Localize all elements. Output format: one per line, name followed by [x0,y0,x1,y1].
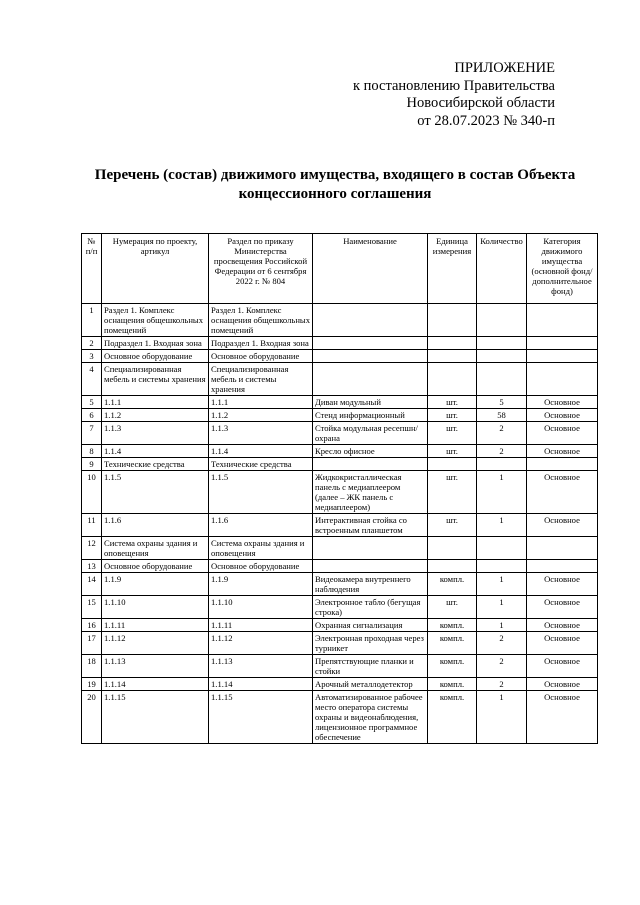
cell-number: 7 [82,422,102,445]
cell-number: 1 [82,304,102,337]
cell-order-section: Основное оборудование [209,350,313,363]
document-title [70,166,600,204]
cell-order-section: 1.1.12 [209,632,313,655]
cell-category [527,304,598,337]
cell-name [313,458,428,471]
cell-number: 3 [82,350,102,363]
cell-article: 1.1.1 [102,396,209,409]
cell-quantity: 1 [477,596,527,619]
cell-unit [428,458,477,471]
cell-order-section: Подраздел 1. Входная зона [209,337,313,350]
cell-name: Электронная проходная через турникет [313,632,428,655]
header-quantity: Количество [477,234,527,304]
cell-order-section: 1.1.10 [209,596,313,619]
cell-name [313,363,428,396]
cell-article: 1.1.11 [102,619,209,632]
cell-quantity: 1 [477,573,527,596]
cell-article: 1.1.15 [102,691,209,744]
table-row [82,396,598,409]
cell-article: 1.1.5 [102,471,209,514]
cell-name [313,304,428,337]
appendix-line: к постановлению Правительства [353,77,555,94]
cell-order-section: 1.1.15 [209,691,313,744]
appendix-block [295,60,555,130]
cell-quantity [477,458,527,471]
table-row [82,560,598,573]
header-article: Нумерация по проекту, артикул [102,234,209,304]
cell-article: 1.1.6 [102,514,209,537]
cell-unit: шт. [428,514,477,537]
cell-article: Технические средства [102,458,209,471]
cell-name: Препятствующие планки и стойки [313,655,428,678]
cell-category [527,537,598,560]
cell-unit: шт. [428,596,477,619]
table-row [82,445,598,458]
cell-quantity [477,304,527,337]
table-row [82,363,598,396]
cell-quantity: 5 [477,396,527,409]
table-row [82,409,598,422]
cell-order-section: 1.1.11 [209,619,313,632]
cell-number: 15 [82,596,102,619]
cell-category: Основное [527,678,598,691]
cell-order-section: 1.1.2 [209,409,313,422]
cell-article: 1.1.14 [102,678,209,691]
appendix-date-number: от 28.07.2023 № 340-п [417,112,555,129]
cell-category: Основное [527,471,598,514]
cell-name: Охранная сигнализация [313,619,428,632]
cell-article: Раздел 1. Комплекс оснащения общешкольных помещений [102,304,209,337]
cell-unit [428,560,477,573]
cell-article: 1.1.3 [102,422,209,445]
cell-category [527,458,598,471]
cell-article: 1.1.9 [102,573,209,596]
cell-number: 14 [82,573,102,596]
cell-order-section: 1.1.3 [209,422,313,445]
cell-unit [428,363,477,396]
cell-category [527,363,598,396]
cell-order-section: 1.1.5 [209,471,313,514]
cell-category [527,560,598,573]
cell-quantity [477,537,527,560]
cell-number: 4 [82,363,102,396]
cell-order-section: Специализированная мебель и системы хранения [209,363,313,396]
property-table [81,233,598,744]
cell-name: Арочный металлодетектор [313,678,428,691]
cell-unit: компл. [428,619,477,632]
cell-order-section: 1.1.14 [209,678,313,691]
cell-name: Жидкокристаллическая панель с медиаплеером (далее – ЖК панель с медиаплеером) [313,471,428,514]
cell-quantity [477,350,527,363]
cell-article: 1.1.4 [102,445,209,458]
cell-number: 6 [82,409,102,422]
cell-category: Основное [527,422,598,445]
cell-order-section: Технические средства [209,458,313,471]
cell-name: Электронное табло (бегущая строка) [313,596,428,619]
cell-quantity: 1 [477,691,527,744]
appendix-line: Новосибирской области [406,95,555,111]
cell-unit [428,537,477,560]
cell-category: Основное [527,619,598,632]
header-name: Наименование [313,234,428,304]
cell-name: Диван модульный [313,396,428,409]
cell-order-section: Раздел 1. Комплекс оснащения общешкольных помещений [209,304,313,337]
cell-number: 9 [82,458,102,471]
cell-quantity: 2 [477,678,527,691]
cell-number: 20 [82,691,102,744]
title-line: концессионного соглашения [238,186,432,202]
cell-category: Основное [527,514,598,537]
cell-category: Основное [527,396,598,409]
cell-number: 18 [82,655,102,678]
cell-article: Специализированная мебель и системы хранения [102,363,209,396]
cell-number: 8 [82,445,102,458]
cell-quantity: 2 [477,655,527,678]
cell-number: 10 [82,471,102,514]
cell-number: 16 [82,619,102,632]
cell-order-section: 1.1.13 [209,655,313,678]
table-header [82,234,598,304]
cell-category [527,337,598,350]
table-row [82,691,598,744]
cell-name: Стойка модульная ресепшн/охрана [313,422,428,445]
cell-article: Основное оборудование [102,350,209,363]
cell-unit [428,337,477,350]
cell-category: Основное [527,409,598,422]
title-line: Перечень (состав) движимого имущества, входящего в состав Объекта [94,167,576,183]
cell-unit: шт. [428,422,477,445]
cell-unit [428,350,477,363]
cell-unit: компл. [428,678,477,691]
table-row [82,596,598,619]
table-body [82,304,598,744]
cell-name [313,560,428,573]
table-row [82,619,598,632]
cell-number: 17 [82,632,102,655]
cell-number: 19 [82,678,102,691]
cell-quantity: 2 [477,632,527,655]
cell-category: Основное [527,632,598,655]
table-row [82,514,598,537]
header-order-section: Раздел по приказу Министерства просвещения Российской Федерации от 6 сентября 2022 г. № 804 [209,234,313,304]
cell-category: Основное [527,573,598,596]
cell-quantity [477,363,527,396]
cell-category: Основное [527,655,598,678]
table-row [82,678,598,691]
cell-name [313,337,428,350]
header-category: Категория движимого имущества (основной фонд/ дополнительное фонд) [527,234,598,304]
cell-unit: компл. [428,691,477,744]
cell-quantity: 58 [477,409,527,422]
cell-article: 1.1.13 [102,655,209,678]
table-row [82,458,598,471]
cell-quantity [477,337,527,350]
cell-order-section: 1.1.4 [209,445,313,458]
cell-quantity: 2 [477,445,527,458]
cell-name: Интерактивная стойка со встроенным планшетом [313,514,428,537]
header-row [82,234,598,304]
cell-category: Основное [527,596,598,619]
cell-order-section: Основное оборудование [209,560,313,573]
table-row [82,655,598,678]
cell-quantity: 1 [477,471,527,514]
cell-quantity [477,560,527,573]
cell-name [313,537,428,560]
cell-unit: компл. [428,632,477,655]
cell-quantity: 1 [477,514,527,537]
cell-order-section: 1.1.9 [209,573,313,596]
cell-category: Основное [527,445,598,458]
cell-unit [428,304,477,337]
table-row [82,350,598,363]
cell-name: Кресло офисное [313,445,428,458]
cell-category: Основное [527,691,598,744]
appendix-heading: ПРИЛОЖЕНИЕ [454,60,555,76]
cell-quantity: 1 [477,619,527,632]
cell-unit: шт. [428,471,477,514]
table-row [82,422,598,445]
cell-quantity: 2 [477,422,527,445]
cell-number: 5 [82,396,102,409]
cell-article: Система охраны здания и оповещения [102,537,209,560]
cell-number: 2 [82,337,102,350]
cell-category [527,350,598,363]
cell-article: Основное оборудование [102,560,209,573]
header-unit: Единица измерения [428,234,477,304]
cell-unit: шт. [428,396,477,409]
cell-name: Автоматизированное рабочее место оператора системы охраны и видеонаблюдения, лицензионное программное обеспечение [313,691,428,744]
cell-unit: компл. [428,655,477,678]
cell-order-section: 1.1.6 [209,514,313,537]
cell-order-section: Система охраны здания и оповещения [209,537,313,560]
cell-name: Стенд информационный [313,409,428,422]
cell-article: 1.1.10 [102,596,209,619]
cell-order-section: 1.1.1 [209,396,313,409]
table-row [82,471,598,514]
cell-number: 11 [82,514,102,537]
cell-number: 13 [82,560,102,573]
table-row [82,304,598,337]
cell-article: 1.1.2 [102,409,209,422]
cell-name [313,350,428,363]
cell-unit: шт. [428,445,477,458]
cell-unit: компл. [428,573,477,596]
cell-article: 1.1.12 [102,632,209,655]
cell-article: Подраздел 1. Входная зона [102,337,209,350]
table-row [82,573,598,596]
table-row [82,537,598,560]
header-number: № п/п [82,234,102,304]
table-row [82,337,598,350]
cell-number: 12 [82,537,102,560]
cell-name: Видеокамера внутреннего наблюдения [313,573,428,596]
cell-unit: шт. [428,409,477,422]
table-row [82,632,598,655]
